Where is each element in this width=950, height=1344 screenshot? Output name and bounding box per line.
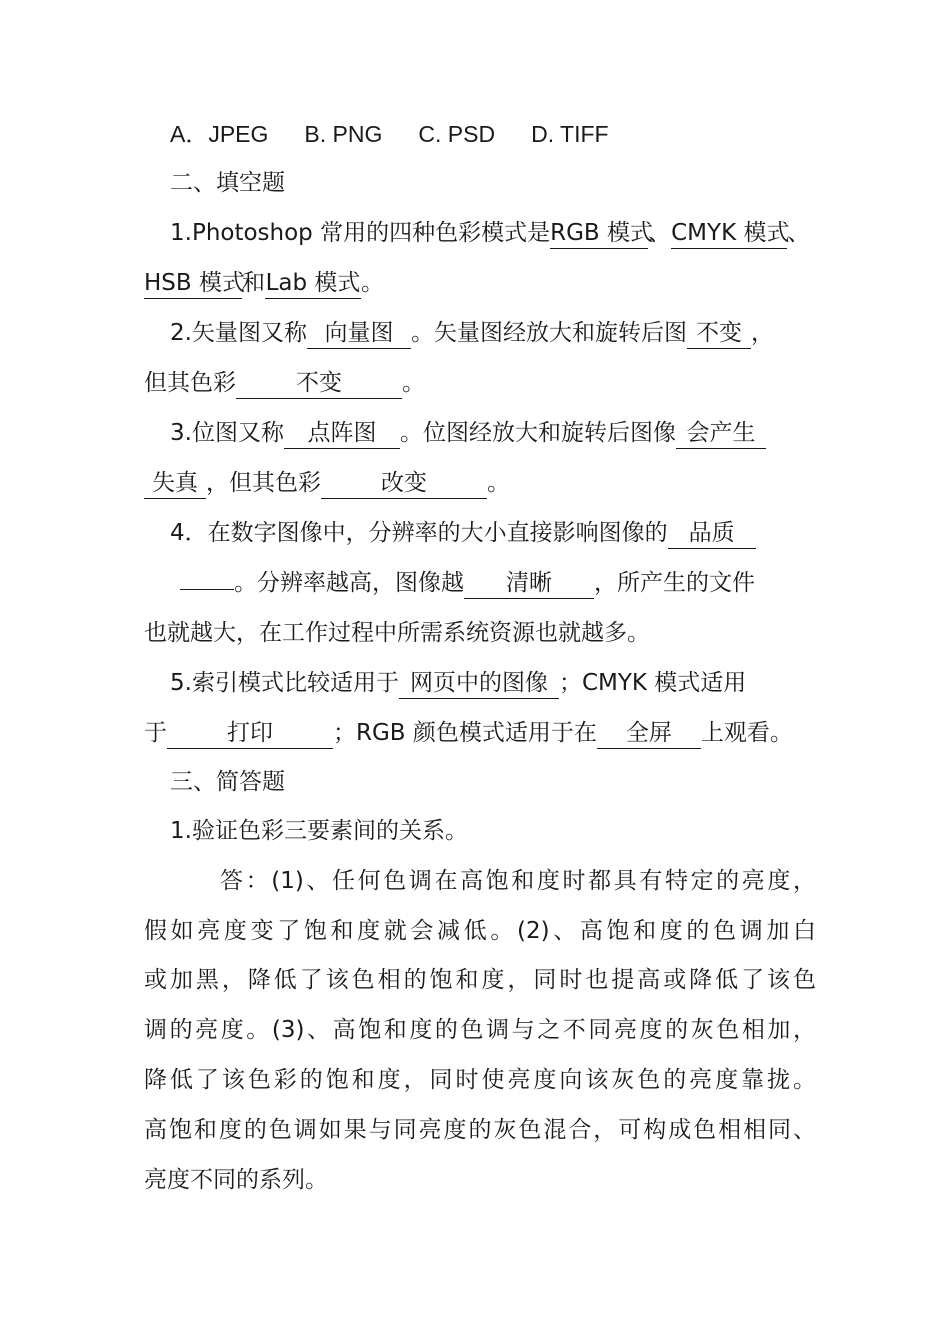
q3-answer-2b: 失真: [144, 468, 206, 499]
choice-options: [170, 116, 816, 152]
section-title-short-answer: 三、简答题: [170, 769, 285, 795]
q5-answer-3: 全屏: [597, 718, 701, 749]
section-title-fill-blank: 二、填空题: [170, 170, 285, 196]
q1-end: 。: [361, 270, 384, 296]
question-2-line-2: [144, 365, 816, 401]
q1-answer-4: Lab 模式: [265, 268, 361, 299]
question-4-line-1: [170, 515, 816, 551]
q1-prefix: 1.Photoshop 常用的四种色彩模式是: [170, 220, 551, 246]
q5-answer-2: 打印: [167, 718, 333, 749]
answer-line-1: 答：(1)、任何色调在高饱和度时都具有特定的亮度，: [220, 868, 816, 894]
option-c: C. PSD: [418, 121, 496, 147]
q5-end: 上观看。: [700, 720, 793, 746]
q4-prefix: 4．在数字图像中，分辨率的大小直接影响图像的: [170, 520, 668, 546]
q3-mid-2: ，但其色彩: [206, 470, 321, 496]
q1-mid: 和: [242, 270, 265, 296]
q5-answer-1: 网页中的图像: [399, 668, 559, 699]
question-5-line-2: [144, 715, 816, 751]
q2-mid-1: 。矢量图经放大和旋转后图: [410, 320, 687, 346]
q4-answer-1: 品质: [668, 518, 756, 549]
q5-mid-2: ；RGB 颜色模式适用于在: [333, 720, 597, 746]
answer-line-5: 降低了该色彩的饱和度，同时使亮度向该灰色的亮度靠拢。: [144, 1067, 816, 1093]
short-answer-question-1: 1.验证色彩三要素间的关系。: [170, 818, 468, 844]
q3-end: 。: [487, 470, 510, 496]
option-a: A．JPEG: [170, 121, 269, 147]
q1-sep-1: 、: [648, 220, 672, 246]
q3-answer-2a: 会产生: [676, 418, 766, 449]
q2-answer-2: 不变: [687, 318, 751, 349]
option-b: B. PNG: [304, 121, 383, 147]
q1-answer-1: RGB 模式: [550, 218, 648, 249]
question-1-line-2: [144, 265, 816, 301]
q1-answer-2: CMYK 模式: [671, 218, 787, 249]
q4-answer-2: 清晰: [464, 568, 594, 599]
q3-answer-3: 改变: [321, 468, 487, 499]
answer-line-7: 亮度不同的系列。: [144, 1167, 328, 1193]
q4-answer-1-continued: [180, 589, 234, 590]
q4-mid-2: ，所产生的文件: [594, 570, 755, 596]
q2-mid-2: ，: [750, 320, 774, 346]
question-2-line-1: [170, 315, 816, 351]
q2-end: 。: [402, 370, 425, 396]
q2-answer-1: 向量图: [307, 318, 411, 349]
answer-line-2: 假如亮度变了饱和度就会减低。(2)、高饱和度的色调加白: [144, 918, 816, 944]
answer-line-3: 或加黑，降低了该色相的饱和度，同时也提高或降低了该色: [144, 967, 816, 993]
q4-mid-1: 。分辨率越高，图像越: [234, 570, 464, 596]
question-1-line-1: [170, 215, 816, 251]
question-4-line-2: [144, 565, 816, 601]
q3-mid-1: 。位图经放大和旋转后图像: [399, 420, 676, 446]
question-4-line-3: 也就越大，在工作过程中所需系统资源也就越多。: [144, 620, 650, 646]
question-3-line-2: [144, 465, 816, 501]
q1-answer-3: HSB 模式: [144, 268, 242, 299]
answer-line-6: 高饱和度的色调如果与同亮度的灰色混合，可构成色相相同、: [144, 1117, 816, 1143]
answer-line-4: 调的亮度。(3)、高饱和度的色调与之不同亮度的灰色相加，: [144, 1017, 816, 1043]
q3-prefix: 3.位图又称: [170, 420, 284, 446]
q2-answer-3: 不变: [236, 368, 402, 399]
q1-sep-2: 、: [787, 220, 811, 246]
q3-answer-1: 点阵图: [284, 418, 400, 449]
question-5-line-1: [170, 665, 816, 701]
q2-prefix: 2.矢量图又称: [170, 320, 307, 346]
q5-mid-1: ；CMYK 模式适用: [558, 670, 747, 696]
q2-line2-prefix: 但其色彩: [144, 370, 236, 396]
option-d: D. TIFF: [531, 121, 609, 147]
q5-prefix: 5.索引模式比较适用于: [170, 670, 399, 696]
q5-line2-prefix: 于: [144, 720, 167, 746]
question-3-line-1: [170, 415, 816, 451]
